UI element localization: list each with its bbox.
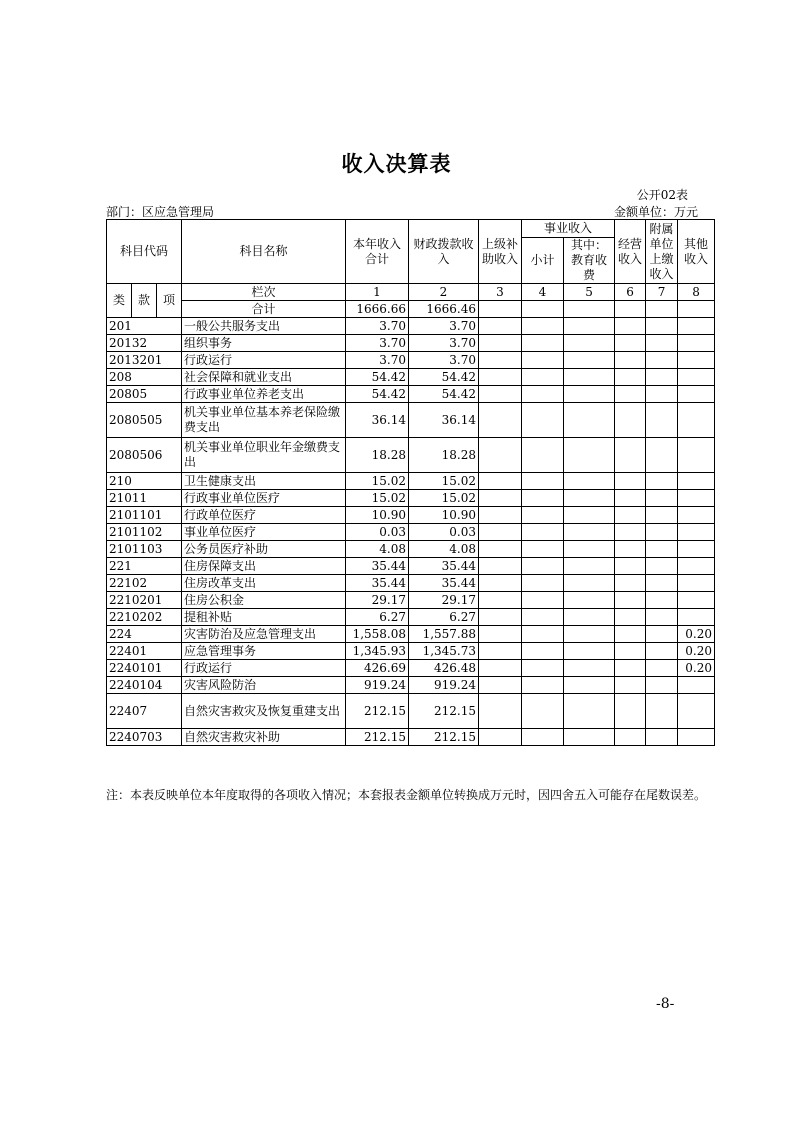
header-superior: 上级补助收入: [479, 220, 522, 284]
page-title: 收入决算表: [341, 152, 452, 176]
row-name: 机关事业单位基本养老保险缴费支出: [182, 403, 346, 438]
form-number: 公开02表: [636, 188, 688, 202]
empty-cell: [615, 403, 646, 438]
row-other: 0.20: [678, 643, 715, 660]
empty-cell: [479, 660, 522, 677]
column-number: 4: [522, 284, 564, 301]
row-total: 0.03: [346, 524, 409, 541]
empty-cell: [564, 626, 615, 643]
row-total: 35.44: [346, 575, 409, 592]
empty-cell: [479, 643, 522, 660]
table-row: [107, 626, 715, 643]
row-fiscal: 3.70: [409, 352, 479, 369]
row-fiscal: 1,345.73: [409, 643, 479, 660]
empty-cell: [522, 438, 564, 473]
row-total: 6.27: [346, 609, 409, 626]
empty-cell: [522, 660, 564, 677]
row-other: [678, 677, 715, 694]
row-total: 3.70: [346, 352, 409, 369]
empty-cell: [615, 473, 646, 490]
row-total: 212.15: [346, 694, 409, 729]
table-row: [107, 369, 715, 386]
empty-cell: [479, 575, 522, 592]
table-row: [107, 541, 715, 558]
empty-cell: [564, 660, 615, 677]
empty-cell: [646, 575, 678, 592]
row-total: 1,558.08: [346, 626, 409, 643]
row-fiscal: 15.02: [409, 473, 479, 490]
row-name: 行政运行: [182, 660, 346, 677]
empty-cell: [522, 386, 564, 403]
empty-cell: [564, 301, 615, 318]
table-row: [107, 592, 715, 609]
row-other: [678, 524, 715, 541]
row-total: 3.70: [346, 318, 409, 335]
column-number-row: [107, 284, 715, 301]
table-row: [107, 575, 715, 592]
empty-cell: [615, 729, 646, 746]
income-table: [106, 219, 715, 746]
table-row: [107, 558, 715, 575]
table-row: [107, 524, 715, 541]
row-fiscal: 15.02: [409, 490, 479, 507]
empty-cell: [479, 694, 522, 729]
row-other: 0.20: [678, 626, 715, 643]
empty-cell: [646, 386, 678, 403]
row-other: [678, 369, 715, 386]
empty-cell: [479, 386, 522, 403]
table-row: [107, 660, 715, 677]
empty-cell: [479, 541, 522, 558]
empty-cell: [615, 694, 646, 729]
empty-cell: [522, 490, 564, 507]
empty-cell: [564, 403, 615, 438]
empty-cell: [522, 575, 564, 592]
table-row: [107, 677, 715, 694]
totals-row: [107, 301, 715, 318]
empty-cell: [564, 386, 615, 403]
empty-cell: [615, 369, 646, 386]
empty-cell: [615, 626, 646, 643]
empty-cell: [615, 335, 646, 352]
department-label: 部门：区应急管理局: [106, 205, 215, 219]
empty-cell: [646, 438, 678, 473]
row-name: 卫生健康支出: [182, 473, 346, 490]
empty-cell: [479, 403, 522, 438]
row-fiscal: 10.90: [409, 507, 479, 524]
empty-cell: [646, 490, 678, 507]
row-other: 0.20: [678, 660, 715, 677]
table-row: [107, 352, 715, 369]
row-code: 201: [107, 318, 182, 335]
row-code: 22401: [107, 643, 182, 660]
empty-cell: [646, 507, 678, 524]
empty-cell: [522, 403, 564, 438]
empty-cell: [646, 677, 678, 694]
header-other: 其他收入: [678, 220, 715, 284]
row-total: 18.28: [346, 438, 409, 473]
row-code: 2101102: [107, 524, 182, 541]
empty-cell: [522, 626, 564, 643]
empty-cell: [564, 507, 615, 524]
row-name: 事业单位医疗: [182, 524, 346, 541]
empty-cell: [646, 369, 678, 386]
row-total: 212.15: [346, 729, 409, 746]
table-row: [107, 335, 715, 352]
row-code: 21011: [107, 490, 182, 507]
empty-cell: [479, 318, 522, 335]
column-number: 3: [479, 284, 522, 301]
row-fiscal: 54.42: [409, 369, 479, 386]
empty-cell: [522, 592, 564, 609]
header-lei: 类: [107, 284, 132, 318]
row-name: 提租补贴: [182, 609, 346, 626]
empty-cell: [564, 694, 615, 729]
row-other: [678, 438, 715, 473]
header-name: 科目名称: [182, 220, 346, 284]
row-fiscal: 3.70: [409, 318, 479, 335]
empty-cell: [479, 558, 522, 575]
row-fiscal: 4.08: [409, 541, 479, 558]
empty-cell: [522, 524, 564, 541]
row-fiscal: 3.70: [409, 335, 479, 352]
row-fiscal: 35.44: [409, 558, 479, 575]
empty-cell: [615, 541, 646, 558]
empty-cell: [646, 694, 678, 729]
empty-cell: [615, 558, 646, 575]
empty-cell: [615, 507, 646, 524]
empty-cell: [479, 490, 522, 507]
row-name: 行政事业单位医疗: [182, 490, 346, 507]
row-other: [678, 490, 715, 507]
empty-cell: [646, 592, 678, 609]
row-fiscal: 212.15: [409, 729, 479, 746]
table-row: [107, 318, 715, 335]
empty-cell: [479, 729, 522, 746]
row-total: 3.70: [346, 335, 409, 352]
row-other: [678, 575, 715, 592]
header-heji: 合计: [182, 301, 346, 318]
table-row: [107, 643, 715, 660]
empty-cell: [564, 729, 615, 746]
row-other: [678, 592, 715, 609]
header-business: 事业收入: [522, 220, 615, 238]
empty-cell: [564, 438, 615, 473]
table-row: [107, 403, 715, 438]
empty-cell: [646, 318, 678, 335]
empty-cell: [479, 524, 522, 541]
header-xiang: 项: [157, 284, 182, 318]
empty-cell: [522, 507, 564, 524]
column-number: 7: [646, 284, 678, 301]
row-other: [678, 694, 715, 729]
table-row: [107, 490, 715, 507]
row-total: 36.14: [346, 403, 409, 438]
empty-cell: [564, 318, 615, 335]
column-number: 8: [678, 284, 715, 301]
empty-cell: [646, 626, 678, 643]
row-code: 221: [107, 558, 182, 575]
row-name: 机关事业单位职业年金缴费支出: [182, 438, 346, 473]
row-total: 4.08: [346, 541, 409, 558]
row-total: 54.42: [346, 369, 409, 386]
column-number: 1: [346, 284, 409, 301]
row-name: 行政运行: [182, 352, 346, 369]
row-total: 54.42: [346, 386, 409, 403]
empty-cell: [479, 626, 522, 643]
row-code: 2210201: [107, 592, 182, 609]
row-fiscal: 54.42: [409, 386, 479, 403]
empty-cell: [615, 524, 646, 541]
empty-cell: [479, 592, 522, 609]
empty-cell: [615, 592, 646, 609]
empty-cell: [479, 609, 522, 626]
row-name: 行政单位医疗: [182, 507, 346, 524]
unit-label: 金额单位：万元: [613, 205, 698, 219]
empty-cell: [564, 575, 615, 592]
empty-cell: [646, 473, 678, 490]
empty-cell: [522, 677, 564, 694]
row-code: 208: [107, 369, 182, 386]
empty-cell: [479, 677, 522, 694]
row-name: 行政事业单位养老支出: [182, 386, 346, 403]
empty-cell: [479, 473, 522, 490]
row-total: 15.02: [346, 473, 409, 490]
table-row: [107, 438, 715, 473]
empty-cell: [522, 301, 564, 318]
row-code: 22102: [107, 575, 182, 592]
column-number: 5: [564, 284, 615, 301]
row-total: 426.69: [346, 660, 409, 677]
table-row: [107, 729, 715, 746]
empty-cell: [564, 335, 615, 352]
row-code: 2080506: [107, 438, 182, 473]
row-name: 住房公积金: [182, 592, 346, 609]
empty-cell: [615, 318, 646, 335]
row-other: [678, 352, 715, 369]
empty-cell: [522, 369, 564, 386]
row-fiscal: 18.28: [409, 438, 479, 473]
header-subtotal: 小计: [522, 238, 564, 284]
empty-cell: [646, 524, 678, 541]
table-row: [107, 473, 715, 490]
footnote: 注：本表反映单位本年度取得的各项收入情况；本套报表金额单位转换成万元时，因四舍五入可能存在尾数误差。: [106, 788, 707, 802]
row-fiscal: 29.17: [409, 592, 479, 609]
row-other: [678, 729, 715, 746]
empty-cell: [615, 438, 646, 473]
row-fiscal: 36.14: [409, 403, 479, 438]
row-code: 224: [107, 626, 182, 643]
header-code: 科目代码: [107, 220, 182, 284]
row-other: [678, 318, 715, 335]
row-other: [678, 403, 715, 438]
table-row: [107, 694, 715, 729]
row-total: 29.17: [346, 592, 409, 609]
row-total: 35.44: [346, 558, 409, 575]
row-name: 组织事务: [182, 335, 346, 352]
row-name: 社会保障和就业支出: [182, 369, 346, 386]
row-name: 公务员医疗补助: [182, 541, 346, 558]
empty-cell: [522, 352, 564, 369]
row-code: 2101101: [107, 507, 182, 524]
row-name: 自然灾害救灾补助: [182, 729, 346, 746]
row-name: 住房保障支出: [182, 558, 346, 575]
row-code: 20132: [107, 335, 182, 352]
row-other: [678, 541, 715, 558]
header-edu: 其中：教育收费: [564, 238, 615, 284]
empty-cell: [615, 301, 646, 318]
row-fiscal: 919.24: [409, 677, 479, 694]
empty-cell: [564, 541, 615, 558]
empty-cell: [479, 335, 522, 352]
empty-cell: [564, 677, 615, 694]
empty-cell: [615, 490, 646, 507]
empty-cell: [522, 643, 564, 660]
empty-cell: [522, 694, 564, 729]
row-other: [678, 507, 715, 524]
row-total: 15.02: [346, 490, 409, 507]
empty-cell: [646, 660, 678, 677]
empty-cell: [479, 369, 522, 386]
empty-cell: [564, 592, 615, 609]
empty-cell: [564, 473, 615, 490]
empty-cell: [646, 609, 678, 626]
header-fiscal: 财政拨款收入: [409, 220, 479, 284]
empty-cell: [564, 369, 615, 386]
row-fiscal: 1,557.88: [409, 626, 479, 643]
empty-cell: [522, 318, 564, 335]
header-kuan: 款: [132, 284, 157, 318]
row-fiscal: 212.15: [409, 694, 479, 729]
empty-cell: [522, 541, 564, 558]
empty-cell: [646, 643, 678, 660]
empty-cell: [646, 352, 678, 369]
row-code: 2240101: [107, 660, 182, 677]
empty-cell: [522, 729, 564, 746]
empty-cell: [646, 301, 678, 318]
row-name: 灾害防治及应急管理支出: [182, 626, 346, 643]
empty-cell: [479, 352, 522, 369]
row-name: 一般公共服务支出: [182, 318, 346, 335]
row-fiscal: 6.27: [409, 609, 479, 626]
empty-cell: [678, 301, 715, 318]
empty-cell: [615, 677, 646, 694]
empty-cell: [564, 524, 615, 541]
row-other: [678, 335, 715, 352]
row-code: 2101103: [107, 541, 182, 558]
empty-cell: [564, 490, 615, 507]
empty-cell: [615, 643, 646, 660]
row-name: 应急管理事务: [182, 643, 346, 660]
row-fiscal: 0.03: [409, 524, 479, 541]
header-affiliated: 附属单位上缴收入: [646, 220, 678, 284]
row-fiscal: 426.48: [409, 660, 479, 677]
row-other: [678, 558, 715, 575]
empty-cell: [646, 403, 678, 438]
row-code: 22407: [107, 694, 182, 729]
empty-cell: [479, 438, 522, 473]
row-total: 919.24: [346, 677, 409, 694]
empty-cell: [564, 558, 615, 575]
empty-cell: [522, 335, 564, 352]
empty-cell: [479, 301, 522, 318]
table-row: [107, 609, 715, 626]
row-total: 1,345.93: [346, 643, 409, 660]
row-name: 灾害风险防治: [182, 677, 346, 694]
page-number: -8-: [656, 996, 675, 1012]
row-name: 住房改革支出: [182, 575, 346, 592]
empty-cell: [615, 609, 646, 626]
row-name: 自然灾害救灾及恢复重建支出: [182, 694, 346, 729]
empty-cell: [615, 660, 646, 677]
row-code: 2210202: [107, 609, 182, 626]
empty-cell: [646, 558, 678, 575]
row-other: [678, 386, 715, 403]
empty-cell: [615, 386, 646, 403]
table-row: [107, 386, 715, 403]
empty-cell: [646, 729, 678, 746]
empty-cell: [564, 643, 615, 660]
header-lanci: 栏次: [182, 284, 346, 301]
total-income-value: 1666.66: [346, 301, 409, 318]
empty-cell: [479, 507, 522, 524]
row-other: [678, 473, 715, 490]
row-code: 2013201: [107, 352, 182, 369]
header-total: 本年收入合计: [346, 220, 409, 284]
total-fiscal-value: 1666.46: [409, 301, 479, 318]
row-other: [678, 609, 715, 626]
empty-cell: [522, 473, 564, 490]
empty-cell: [564, 352, 615, 369]
row-total: 10.90: [346, 507, 409, 524]
row-code: 20805: [107, 386, 182, 403]
row-code: 2240703: [107, 729, 182, 746]
empty-cell: [646, 541, 678, 558]
header-row: [107, 220, 715, 238]
row-fiscal: 35.44: [409, 575, 479, 592]
column-number: 2: [409, 284, 479, 301]
empty-cell: [615, 352, 646, 369]
column-number: 6: [615, 284, 646, 301]
table-row: [107, 507, 715, 524]
empty-cell: [522, 558, 564, 575]
empty-cell: [522, 609, 564, 626]
empty-cell: [615, 575, 646, 592]
row-code: 2240104: [107, 677, 182, 694]
empty-cell: [564, 609, 615, 626]
empty-cell: [646, 335, 678, 352]
header-operating: 经营收入: [615, 220, 646, 284]
row-code: 2080505: [107, 403, 182, 438]
row-code: 210: [107, 473, 182, 490]
